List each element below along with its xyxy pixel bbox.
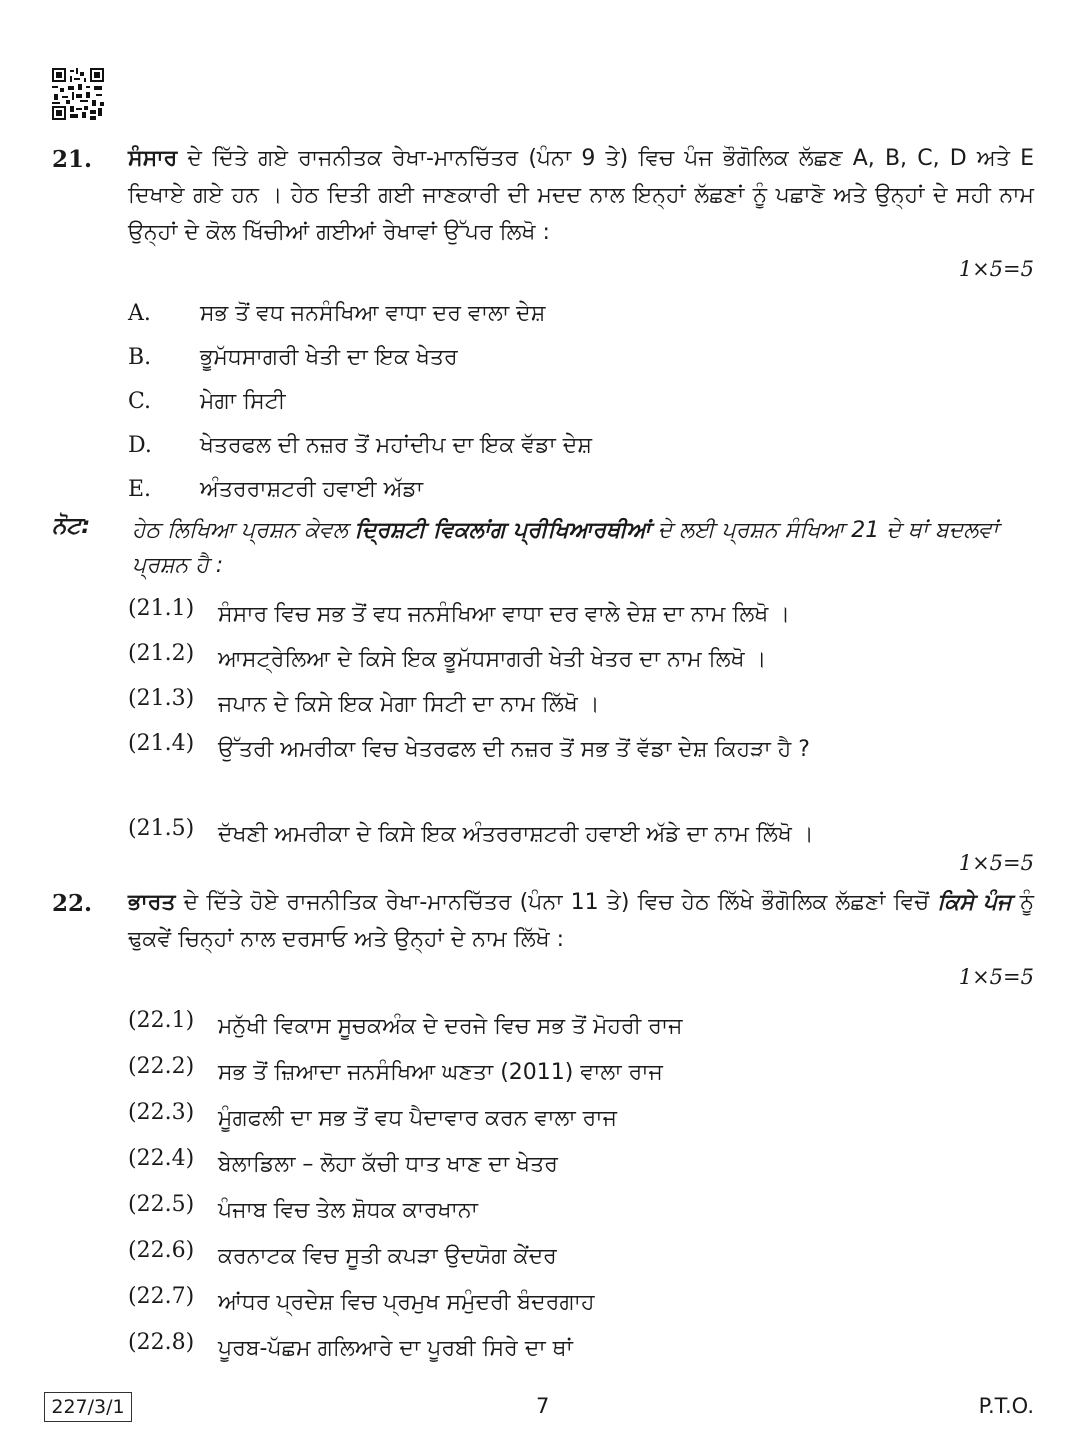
qr-code-icon	[52, 68, 104, 120]
option-label: B.	[128, 345, 152, 370]
note-label: ਨੋਟ:	[52, 513, 91, 539]
item-label: (22.3)	[128, 1100, 195, 1125]
page-number: 7	[536, 1394, 550, 1418]
item-label: (21.2)	[128, 641, 195, 666]
item-label: (22.4)	[128, 1146, 195, 1171]
emphasis-text: ਕਿਸੇ ਪੰਜ	[937, 890, 1012, 915]
item-label: (22.5)	[128, 1192, 195, 1217]
note-text: ਹੇਠ ਲਿਖਿਆ ਪ੍ਰਸ਼ਨ ਕੇਵਲ ਦ੍ਰਿਸ਼ਟੀ ਵਿਕਲਾਂਗ ਪ੍ਰੀਖਿਆਰਥੀਆਂ ਦੇ ਲਈ ਪ੍ਰਸ਼ਨ ਸੰਖਿਆ 21 ਦੇ ਥਾਂ ਬਦਲਵਾਂ ਪ੍ਰਸ਼ਨ ਹੈ :	[132, 518, 999, 578]
item-text: ਆਂਧਰ ਪ੍ਰਦੇਸ਼ ਵਿਚ ਪ੍ਰਮੁਖ ਸਮੁੰਦਰੀ ਬੰਦਰਗਾਹ	[218, 1290, 595, 1315]
option-text: ਮੇਗਾ ਸਿਟੀ	[200, 389, 286, 414]
marks: 1×5=5	[958, 257, 1034, 281]
item-text: ਮਨੁੱਖੀ ਵਿਕਾਸ ਸੂਚਕਅੰਕ ਦੇ ਦਰਜੇ ਵਿਚ ਸਭ ਤੋਂ ਮੋਹਰੀ ਰਾਜ	[218, 1014, 683, 1039]
option-label: C.	[128, 389, 152, 414]
paper-code: 227/3/1	[44, 1392, 132, 1422]
marks: 1×5=5	[958, 965, 1034, 989]
note-emphasis: ਦ੍ਰਿਸ਼ਟੀ ਵਿਕਲਾਂਗ ਪ੍ਰੀਖਿਆਰਥੀਆਂ	[354, 518, 651, 543]
item-text: ਪੰਜਾਬ ਵਿਚ ਤੇਲ ਸ਼ੋਧਕ ਕਾਰਖਾਨਾ	[218, 1198, 478, 1223]
marks: 1×5=5	[958, 851, 1034, 875]
option-label: E.	[128, 477, 152, 502]
question-22-text: ਭਾਰਤ ਦੇ ਦਿੱਤੇ ਹੋਏ ਰਾਜਨੀਤਿਕ ਰੇਖਾ-ਮਾਨਚਿੱਤਰ (ਪੰਨਾ 11 ਤੇ) ਵਿਚ ਹੇਠ ਲਿੱਖੇ ਭੌਗੋਲਿਕ ਲੱਛਣਾਂ ਵਿਚੋਂ ਕਿਸੇ ਪੰਜ ਨੂੰ ਢੁਕਵੇਂ ਚਿਨ੍ਹਾਂ ਨਾਲ ਦਰਸਾਓ ਅਤੇ ਉਨ੍ਹਾਂ ਦੇ ਨਾਮ ਲਿੱਖੋ :	[128, 890, 1034, 952]
item-label: (22.7)	[128, 1284, 195, 1309]
option-label: A.	[128, 301, 151, 326]
option-text: ਅੰਤਰਰਾਸ਼ਟਰੀ ਹਵਾਈ ਅੱਡਾ	[200, 477, 424, 502]
item-text: ਪੂਰਬ-ਪੱਛਮ ਗਲਿਆਰੇ ਦਾ ਪੂਰਬੀ ਸਿਰੇ ਦਾ ਥਾਂ	[218, 1336, 573, 1361]
item-text: ਦੱਖਣੀ ਅਮਰੀਕਾ ਦੇ ਕਿਸੇ ਇਕ ਅੰਤਰਰਾਸ਼ਟਰੀ ਹਵਾਈ ਅੱਡੇ ਦਾ ਨਾਮ ਲਿੱਖੋ ।	[218, 822, 814, 847]
item-text: ਬੇਲਾਡਿਲਾ – ਲੋਹਾ ਕੱਚੀ ਧਾਤ ਖਾਣ ਦਾ ਖੇਤਰ	[218, 1152, 558, 1177]
option-text: ਖੇਤਰਫਲ ਦੀ ਨਜ਼ਰ ਤੋਂ ਮਹਾਂਦੀਪ ਦਾ ਇਕ ਵੱਡਾ ਦੇਸ਼	[200, 433, 592, 458]
item-text: ਸਭ ਤੋਂ ਜ਼ਿਆਦਾ ਜਨਸੰਖਿਆ ਘਣਤਾ (2011) ਵਾਲਾ ਰਾਜ	[218, 1060, 663, 1085]
option-label: D.	[128, 433, 152, 458]
bold-keyword: ਸੰਸਾਰ	[128, 146, 178, 171]
item-label: (22.8)	[128, 1330, 195, 1355]
pto-label: P.T.O.	[978, 1394, 1034, 1418]
item-text: ਉੱਤਰੀ ਅਮਰੀਕਾ ਵਿਚ ਖੇਤਰਫਲ ਦੀ ਨਜ਼ਰ ਤੋਂ ਸਭ ਤੋਂ ਵੱਡਾ ਦੇਸ਼ ਕਿਹੜਾ ਹੈ ?	[218, 737, 810, 762]
item-label: (21.4)	[128, 731, 195, 756]
item-label: (22.2)	[128, 1054, 195, 1079]
item-label: (22.1)	[128, 1008, 195, 1033]
item-text: ਮੂੰਗਫਲੀ ਦਾ ਸਭ ਤੋਂ ਵਧ ਪੈਦਾਵਾਰ ਕਰਨ ਵਾਲਾ ਰਾਜ	[218, 1106, 617, 1131]
question-number: 22.	[52, 890, 93, 917]
option-text: ਸਭ ਤੋਂ ਵਧ ਜਨਸੰਖਿਆ ਵਾਧਾ ਦਰ ਵਾਲਾ ਦੇਸ਼	[200, 301, 546, 326]
question-21-text: ਸੰਸਾਰ ਦੇ ਦਿੱਤੇ ਗਏ ਰਾਜਨੀਤਕ ਰੇਖਾ-ਮਾਨਚਿੱਤਰ (ਪੰਨਾ 9 ਤੇ) ਵਿਚ ਪੰਜ ਭੌਗੋਲਿਕ ਲੱਛਣ A, B, C, D ਅਤੇ E ਦਿਖਾਏ ਗਏ ਹਨ । ਹੇਠ ਦਿਤੀ ਗਈ ਜਾਣਕਾਰੀ ਦੀ ਮਦਦ ਨਾਲ ਇਨ੍ਹਾਂ ਲੱਛਣਾਂ ਨੂੰ ਪਛਾਣੋ ਅਤੇ ਉਨ੍ਹਾਂ ਦੇ ਸਹੀ ਨਾਮ ਉਨ੍ਹਾਂ ਦੇ ਕੋਲ ਖਿੱਚੀਆਂ ਗਈਆਂ ਰੇਖਾਵਾਂ ਉੱਪਰ ਲਿਖੋ :	[128, 146, 1034, 245]
item-label: (22.6)	[128, 1238, 195, 1263]
item-label: (21.1)	[128, 596, 195, 621]
option-text: ਭੂਮੱਧਸਾਗਰੀ ਖੇਤੀ ਦਾ ਇਕ ਖੇਤਰ	[200, 345, 458, 370]
item-text: ਆਸਟ੍ਰੇਲਿਆ ਦੇ ਕਿਸੇ ਇਕ ਭੂਮੱਧਸਾਗਰੀ ਖੇਤੀ ਖੇਤਰ ਦਾ ਨਾਮ ਲਿਖੋ ।	[218, 647, 767, 672]
item-text: ਜਪਾਨ ਦੇ ਕਿਸੇ ਇਕ ਮੇਗਾ ਸਿਟੀ ਦਾ ਨਾਮ ਲਿੱਖੋ ।	[218, 692, 600, 717]
item-label: (21.3)	[128, 686, 195, 711]
item-text: ਸੰਸਾਰ ਵਿਚ ਸਭ ਤੋਂ ਵਧ ਜਨਸੰਖਿਆ ਵਾਧਾ ਦਰ ਵਾਲੇ ਦੇਸ਼ ਦਾ ਨਾਮ ਲਿਖੋ ।	[218, 602, 791, 627]
question-number: 21.	[52, 146, 93, 173]
item-label: (21.5)	[128, 816, 195, 841]
bold-keyword: ਭਾਰਤ	[128, 890, 176, 915]
item-text: ਕਰਨਾਟਕ ਵਿਚ ਸੂਤੀ ਕਪੜਾ ਉਦਯੋਗ ਕੇਂਦਰ	[218, 1244, 557, 1269]
